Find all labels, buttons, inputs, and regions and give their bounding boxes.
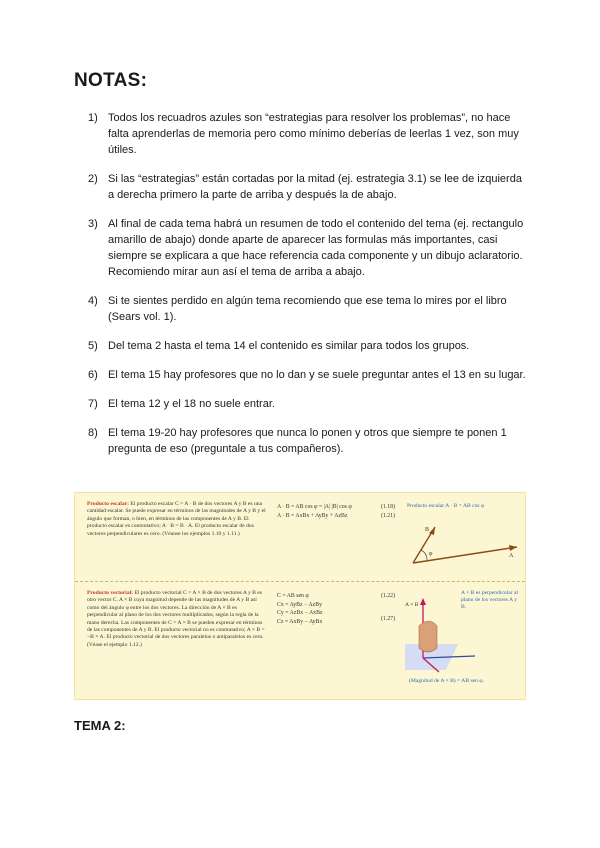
equation-number: (1.27) — [381, 615, 396, 622]
scalar-definition — [87, 501, 267, 538]
vector-a-label: A — [509, 553, 514, 559]
note-item — [88, 110, 528, 158]
note-number: 5) — [88, 340, 98, 352]
section-heading: TEMA 2: — [74, 718, 126, 733]
scalar-vectors-diagram — [405, 497, 523, 577]
vector-equations — [277, 592, 387, 626]
note-text: Si te sientes perdido en algún tema recomiendo que ese tema lo mires por el libro (Sears vol. 1). — [108, 295, 507, 323]
note-item — [88, 425, 528, 457]
note-item — [88, 293, 528, 325]
note-item — [88, 396, 528, 412]
scalar-term: Producto escalar: — [87, 501, 129, 507]
scalar-product-row — [75, 493, 525, 581]
page-title: NOTAS: — [74, 70, 148, 91]
scalar-equation: A · B = AB cos φ = |A| |B| cos φ — [277, 504, 352, 510]
vector-b-label: B — [425, 527, 430, 533]
equation-number: (1.21) — [381, 512, 396, 519]
cross-product-label: A × B — [405, 602, 419, 608]
scalar-description: El producto escalar C = A · B de dos vectores A y B es una cantidad escalar. Se puede expresar en términos de las magnitudes de A y B y el ángulo que forman, o bien, en términos de las componentes de A y B. El producto escalar es conmutativo; A · B = B · A. El producto escalar de dos vectores perpendiculares es cero. (Véanse los ejemplos 1.10 y 1.11.) — [87, 501, 266, 537]
vector-equation: Cx = AyBz − AzBy — [277, 601, 322, 608]
vector-equation-numbers — [381, 592, 395, 637]
scalar-figure-caption: Producto escalar A · B = AB cos φ — [407, 503, 485, 509]
vector-b-arrowhead — [429, 527, 435, 535]
note-text: Del tema 2 hasta el tema 14 el contenido es similar para todos los grupos. — [108, 340, 470, 352]
note-item — [88, 367, 528, 383]
note-number: 6) — [88, 369, 98, 381]
scalar-equations — [277, 503, 387, 520]
vector-term: Producto vectorial: — [87, 590, 134, 596]
note-item — [88, 338, 528, 354]
cross-product-arrowhead — [420, 598, 426, 605]
scalar-equation: A · B = AxBx + AyBy + AzBz — [277, 512, 348, 519]
vector-description: El producto vectorial C = A × B de dos vectores A y B es otro vector C. A × B cuya magnitud depende de las magnitudes de A y B así como del ángulo φ entre los dos vectores. La dirección de A × B es perpendicular al plano de los dos vectores multiplicados, según la regla de la mano derecha. Las componentes de C = A × B se pueden expresar en términos de las componentes de A y B. El producto vectorial no es conmutativo; A × B = −B × A. El producto vectorial de dos vectores paralelos o antiparalelos es cero. (Véase el ejemplo 1.12.) — [87, 590, 265, 648]
equation-number: (1.18) — [381, 504, 396, 510]
vector-product-figure — [405, 586, 523, 684]
note-text: Al final de cada tema habrá un resumen de todo el contenido del tema (ej. rectangulo amarillo de abajo) donde aparte de aparecer las formulas más importantes, casi siempre se explicara a que hace referencia cada componente y un dibujo aclaratorio. Recomiendo mirar aun así el tema de arriba a abajo. — [108, 218, 524, 278]
note-text: El tema 19-20 hay profesores que nunca lo ponen y otros que siempre te ponen 1 pregunta de eso (preguntale a tus compañeros). — [108, 427, 507, 455]
note-text: El tema 12 y el 18 no suele entrar. — [108, 398, 275, 410]
angle-arc — [421, 550, 427, 560]
note-text: Si las “estrategias” están cortadas por la mitad (ej. estrategia 3.1) se lee de izquierda a derecha primero la parte de arriba y después la de abajo. — [108, 173, 522, 201]
note-number: 1) — [88, 112, 98, 124]
right-hand-icon — [419, 621, 437, 652]
vector-equation: Cy = AzBx − AxBz — [277, 610, 323, 616]
vector-equation: C = AB sen φ — [277, 593, 309, 599]
note-item — [88, 216, 528, 280]
note-number: 4) — [88, 295, 98, 307]
note-number: 2) — [88, 173, 98, 185]
notes-list — [88, 110, 528, 470]
magnitude-caption: (Magnitud de A × B) = AB sen φ. — [409, 678, 484, 684]
equation-number: (1.22) — [381, 593, 396, 599]
vector-a-arrowhead — [509, 545, 517, 551]
note-number: 3) — [88, 218, 98, 230]
angle-label: φ — [429, 551, 433, 557]
note-text: El tema 15 hay profesores que no lo dan y se suele preguntar antes el 13 en su lugar. — [108, 369, 526, 381]
summary-box — [74, 492, 526, 700]
vector-definition — [87, 590, 267, 649]
note-text: Todos los recuadros azules son “estrategias para resolver los problemas”, no hace falta aprenderlas de memoria pero como mínimo deberías de leerlas 1 vez, son muy útiles. — [108, 112, 519, 156]
note-item — [88, 171, 528, 203]
vector-equation: Cz = AxBy − AyBx — [277, 618, 323, 625]
vector-figure-caption: A × B es perpendicular al plano de los vectores A y B. — [461, 590, 519, 610]
scalar-product-figure — [405, 497, 523, 577]
note-number: 7) — [88, 398, 98, 410]
scalar-equation-numbers — [381, 503, 395, 520]
note-number: 8) — [88, 427, 98, 439]
vector-product-row — [75, 582, 525, 700]
